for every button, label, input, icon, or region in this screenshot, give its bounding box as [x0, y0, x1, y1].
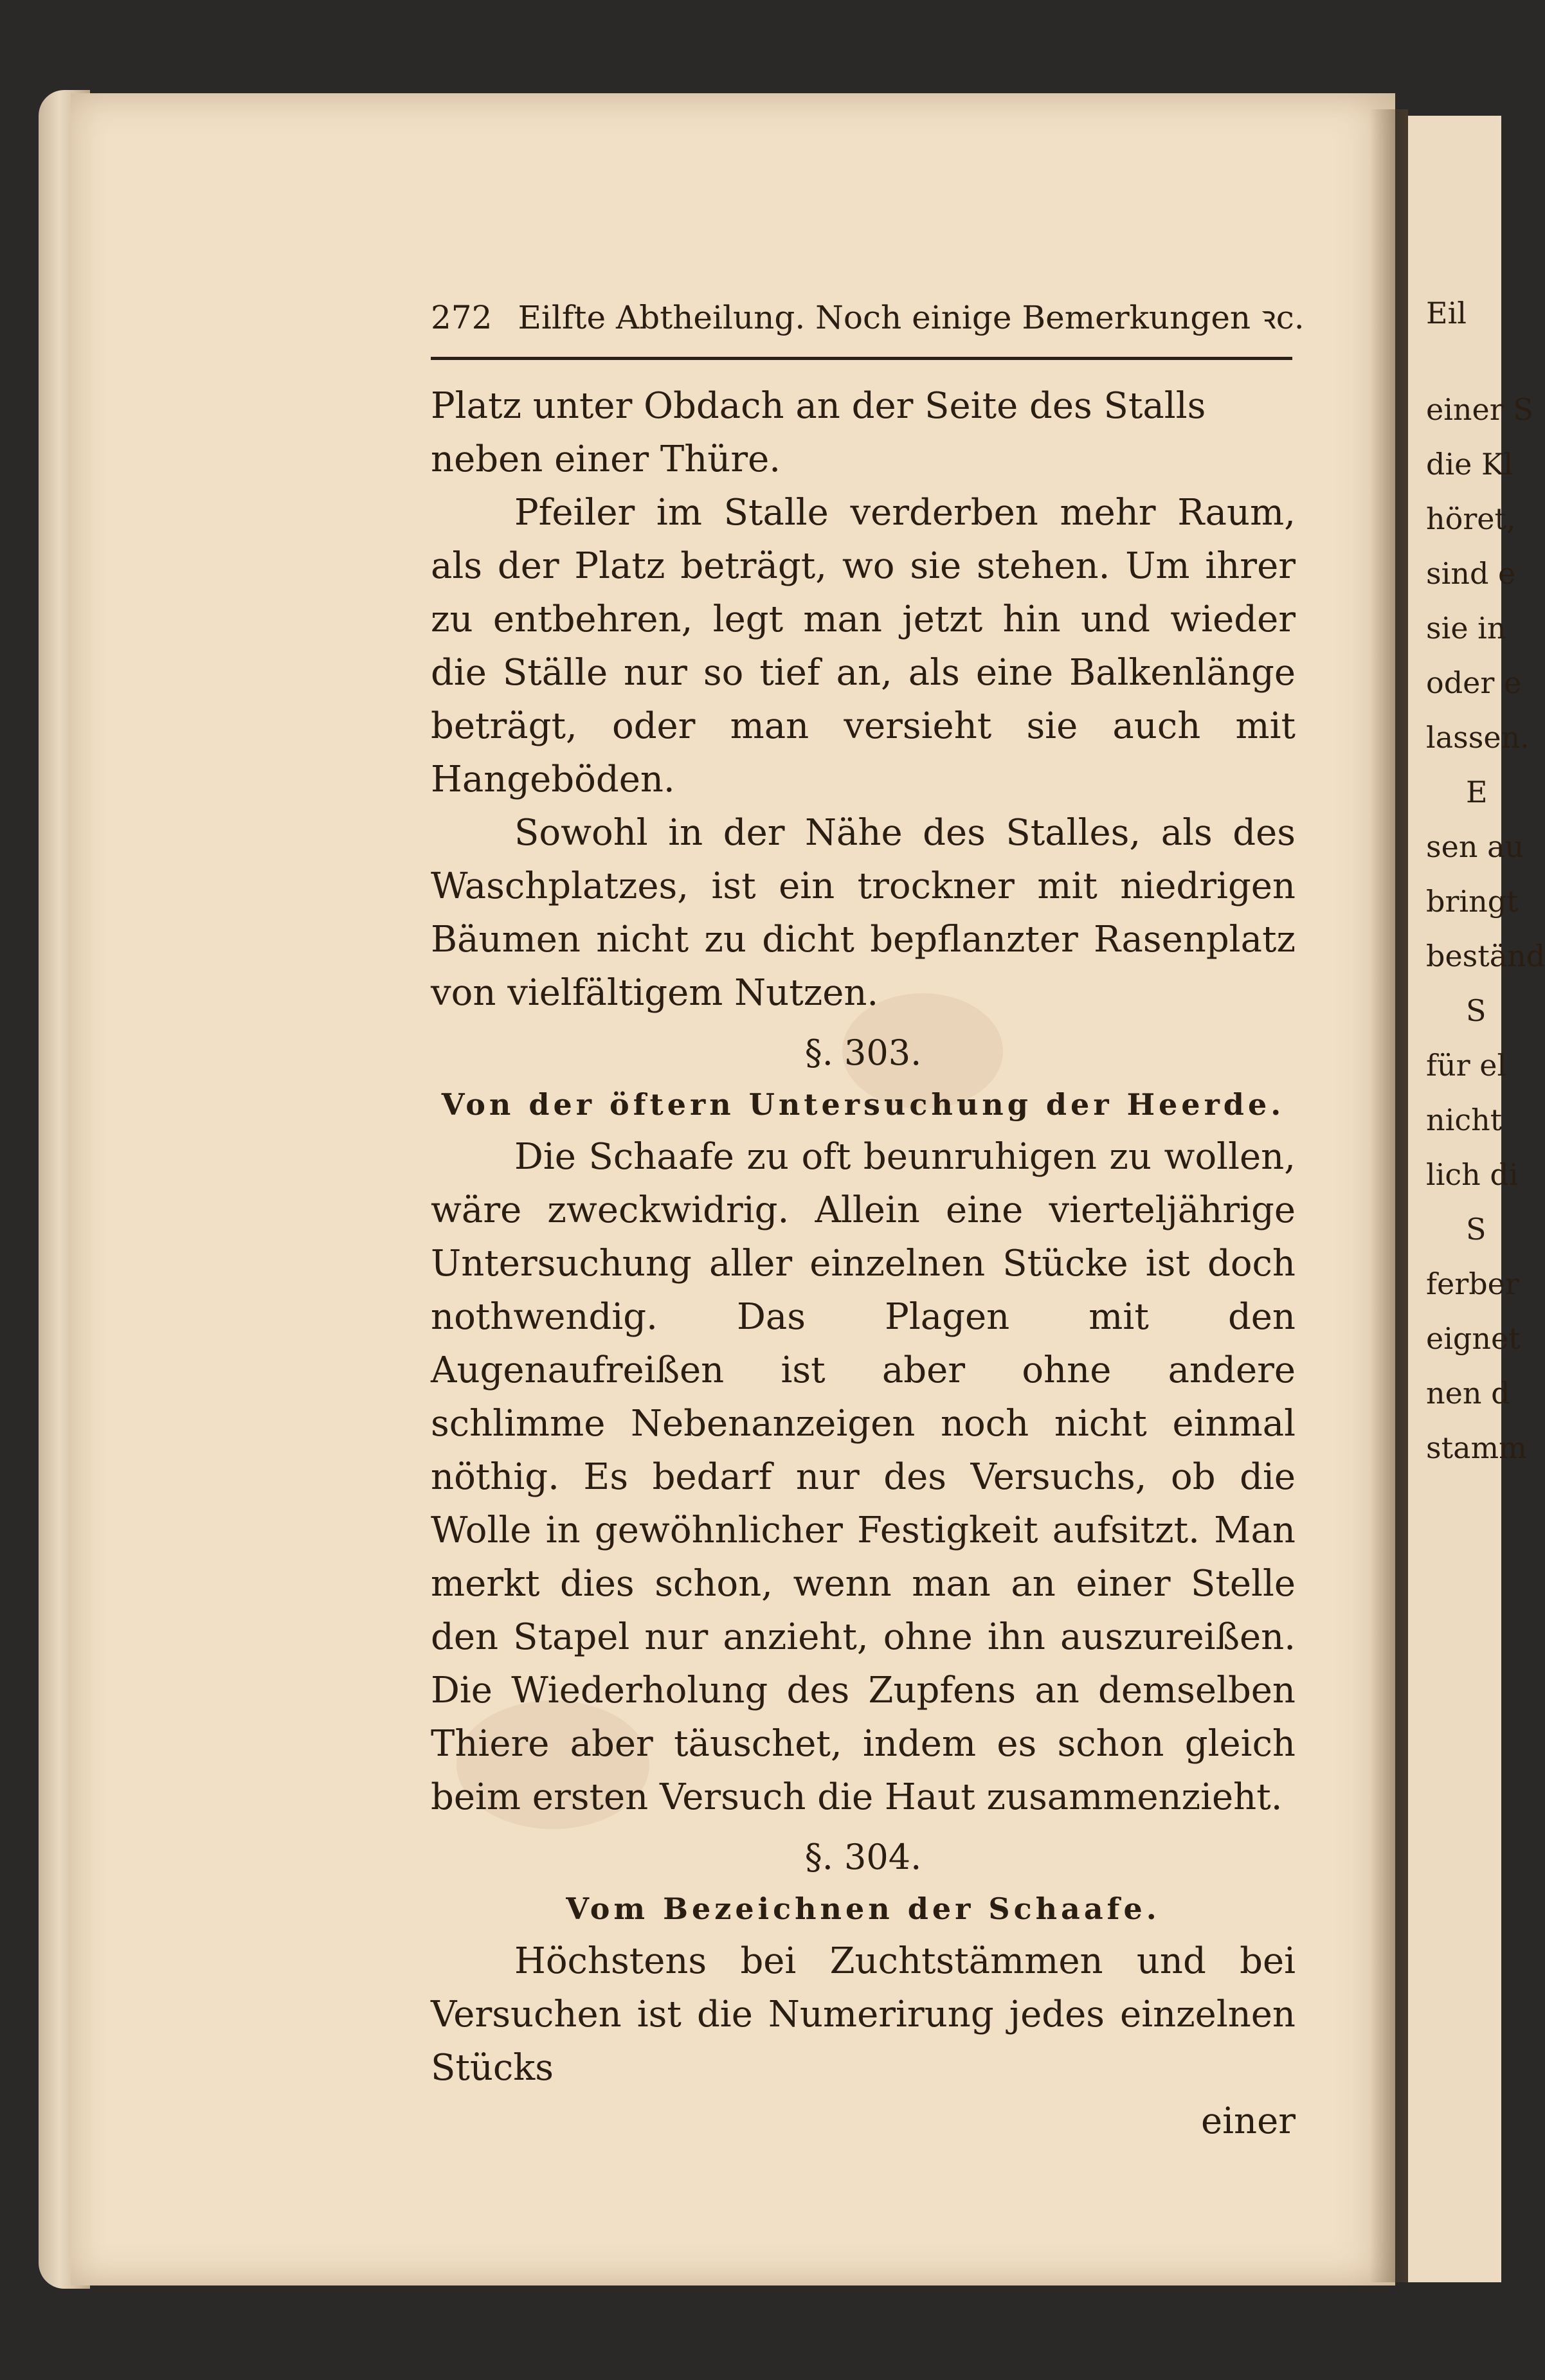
paragraph: Platz unter Obdach an der Seite des Stalls neben einer Thüre. — [431, 385, 1206, 480]
page-number: 272 — [431, 299, 492, 336]
facing-line: für el — [1426, 1048, 1507, 1083]
header-rule — [431, 357, 1292, 360]
running-header — [431, 294, 1305, 338]
facing-page — [1408, 116, 1545, 2282]
facing-line: bringt — [1426, 884, 1519, 919]
section-number: §. 303. — [804, 1032, 922, 1073]
facing-line: beständ — [1426, 939, 1545, 973]
paragraph: Höchstens bei Zuchtstämmen und bei Versuchen ist die Numerirung jedes einzelnen Stücks — [431, 1940, 1296, 2089]
facing-line: sie in — [1426, 611, 1506, 645]
facing-line: E — [1466, 775, 1488, 809]
facing-page-head: Eil — [1426, 296, 1467, 330]
facing-line: lassen. — [1426, 720, 1530, 755]
facing-line: S — [1466, 993, 1486, 1028]
facing-line: nicht — [1426, 1103, 1503, 1137]
facing-line: einer S — [1426, 392, 1533, 427]
section-title: Vom Bezeichnen der Schaafe. — [566, 1891, 1161, 1926]
facing-line: sind e — [1426, 556, 1516, 591]
facing-line: die Kl — [1426, 447, 1513, 482]
paragraph: Die Schaafe zu oft beunruhigen zu wollen, wäre zweckwidrig. Allein eine vierteljährige Untersuchung aller einzelnen Stücke ist doch nothwendig. Das Plagen mit den Augenaufreißen ist aber ohne andere schlimme Nebenanzeigen noch nicht einmal nöthig. Es bedarf nur des Versuchs, ob die Wolle in gewöhnlicher Festigkeit aufsitzt. Man merkt dies schon, wenn man an einer Stelle den Stapel nur anzieht, ohne ihn auszureißen. Die Wiederholung des Zupfens an demselben Thiere aber täuschet, indem es schon gleich beim ersten Versuch die Haut zusammenzieht. — [431, 1136, 1296, 1818]
facing-line: stamm — [1426, 1430, 1527, 1465]
facing-line: lich di — [1426, 1157, 1519, 1192]
facing-line: nen d — [1426, 1376, 1510, 1411]
facing-line: eignet — [1426, 1321, 1521, 1356]
paragraph: Pfeiler im Stalle verderben mehr Raum, als der Platz beträgt, wo sie stehen. Um ihrer zu entbehren, legt man jetzt hin und wieder die Ställe nur so tief an, als eine Balkenlänge beträgt, oder man versieht sie auch mit Hangeböden. — [431, 492, 1296, 800]
paragraph: Sowohl in der Nähe des Stalles, als des Waschplatzes, ist ein trockner mit niedrigen Bäumen nicht zu dicht bepflanzter Rasenplatz von vielfältigem Nutzen. — [431, 812, 1296, 1014]
facing-line: S — [1466, 1212, 1486, 1247]
section-title: Von der öftern Untersuchung der Heerde. — [441, 1087, 1285, 1122]
facing-line: sen au — [1426, 829, 1524, 864]
running-head: Eilfte Abtheilung. Noch einige Bemerkungen ꝛc. — [518, 299, 1305, 336]
facing-line: höret, — [1426, 501, 1516, 536]
facing-line: ferber — [1426, 1267, 1519, 1301]
facing-line: oder e — [1426, 665, 1522, 700]
section-number: §. 304. — [804, 1837, 922, 1877]
catchword: einer — [1200, 2100, 1296, 2142]
gutter-shadow — [1369, 109, 1408, 2282]
page-body — [431, 379, 1296, 2148]
